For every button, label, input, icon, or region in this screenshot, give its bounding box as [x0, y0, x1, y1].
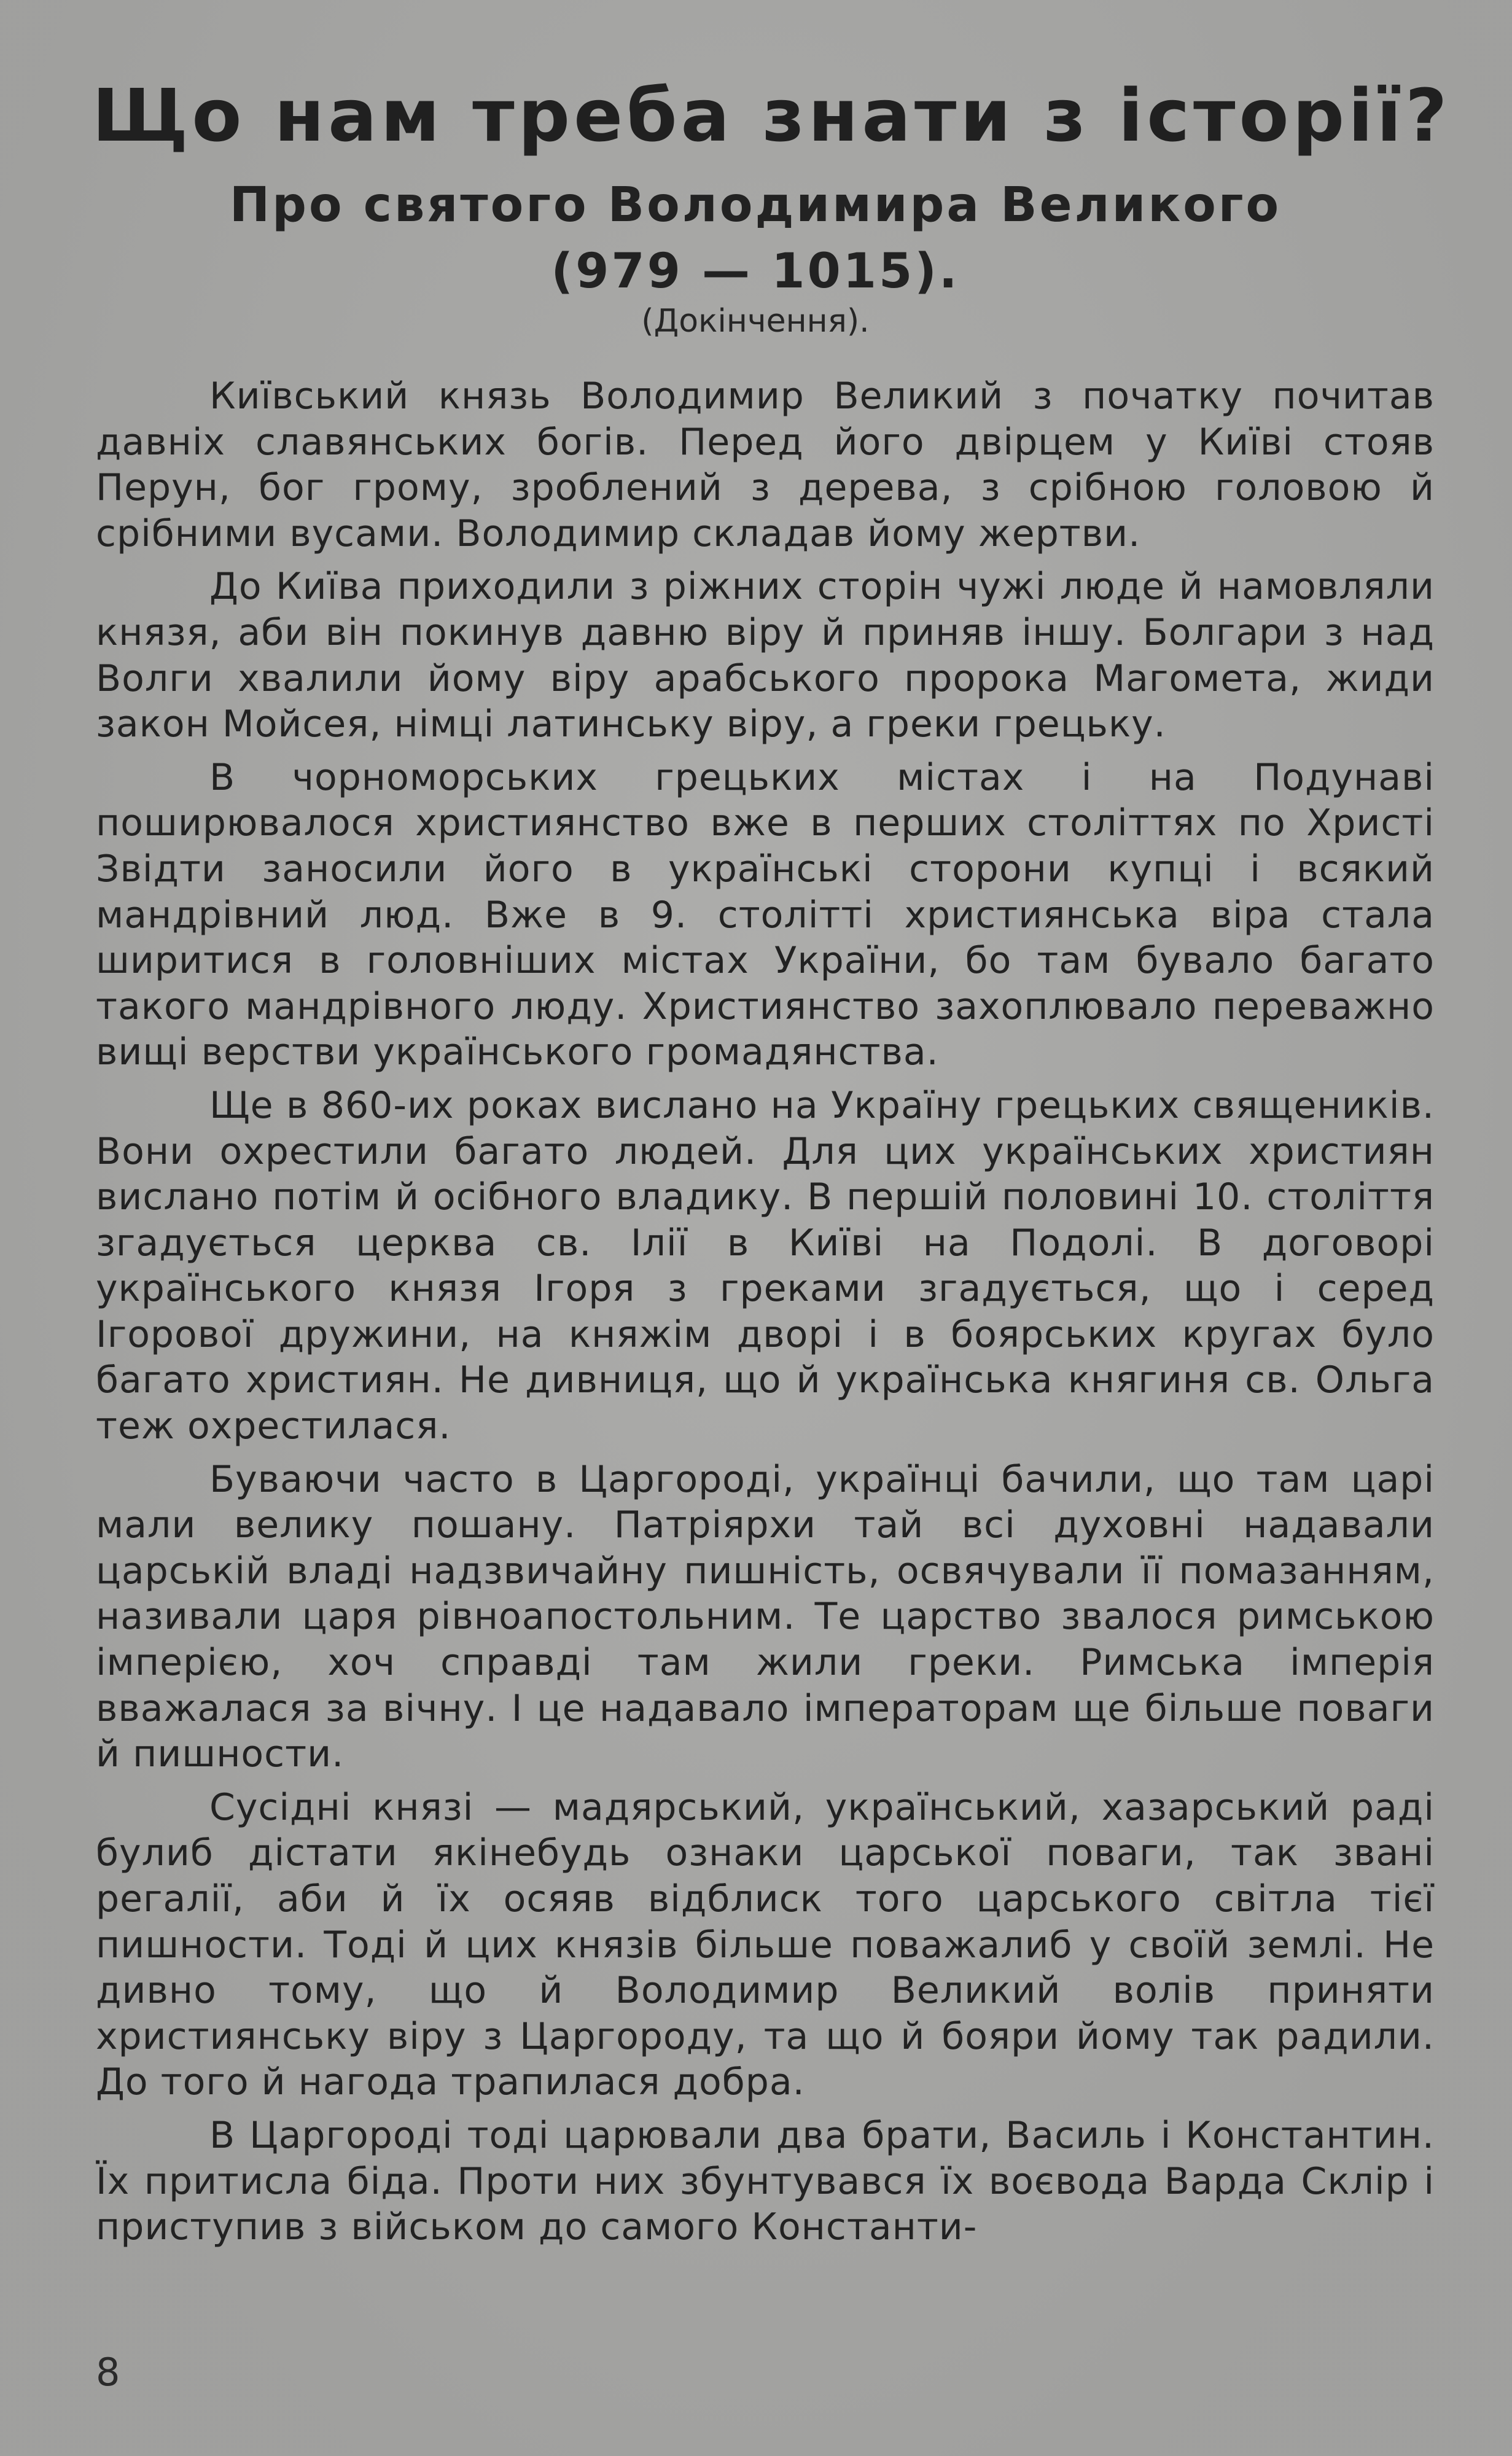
article-subtitle — [123, 172, 1388, 305]
paragraph: До Київа приходили з ріжних сторін чужі люде й намовляли князя, аби він покинув давню віру й приняв іншу. Болгари з над Волги хвалили йому віру арабського пророка Магомета, жиди закон Мойсея, німці латинську віру, а греки грецьку. — [96, 565, 1435, 746]
page-title: Що нам треба знати з історії? — [92, 73, 1451, 158]
paragraph: В Царгороді тоді царювали два брати, Василь і Константин. Їх притисла біда. Проти них збунтувався їх воєвода Варда Склір і приступив з військом до самого Константи- — [96, 2113, 1435, 2249]
paragraph: Київський князь Володимир Великий з початку почитав давніх славянських богів. Перед його двірцем у Київі стояв Перун, бог грому, зроблений з дерева, з срібною головою й срібними вусами. Володимир складав йому жертви. — [96, 375, 1435, 555]
paragraph: Ще в 860-их роках вислано на Україну грецьких священиків. Вони охрестили багато людей. Для цих українських християн вислано потім й осібного владику. В першій половині 10. століття згадується церква св. Ілії в Київі на Подолі. В договорі українського князя Ігоря з греками згадується, що і серед Ігорової дружини, на княжім дворі і в боярських кругах було багато християн. Не дивниця, що й українська княгиня св. Ольга теж охрестилася. — [96, 1083, 1435, 1448]
paragraph: В чорноморських грецьких містах і на Подунаві поширювалося християнство вже в перших століттях по Христі Звідти заносили його в українські сторони купці і всякий мандрівний люд. Вже в 9. столітті християнська віра стала ширитися в головніших містах України, бо там бувало багато такого мандрівного люду. Християнство захоплювало переважно вищі верстви українського громадянства. — [96, 755, 1435, 1074]
subtitle-dates: (979 — 1015). — [551, 244, 960, 299]
article-body — [96, 373, 1435, 2258]
page-number: 8 — [96, 2350, 120, 2395]
paragraph: Сусідні князі — мадярський, український, хазарський раді булиб дістати якінебудь ознаки царської поваги, так звані регалії, аби й їх осяяв відблиск того царського світла тієї пишности. Тоді й цих князів більше поважалиб у своїй землі. Не дивно тому, що й Володимир Великий волів приняти християнську віру з Царгороду, та що й бояри йому так радили. До того й нагода трапилася добра. — [96, 1785, 1435, 2104]
subtitle-line: Про святого Володимира Великого — [229, 177, 1282, 233]
continuation-note: (Докінчення). — [641, 303, 870, 340]
paragraph: Буваючи часто в Царгороді, українці бачили, що там царі мали велику пошану. Патріярхи тай всі духовні надавали царській владі надзвичайну пишність, освячували її помазанням, називали царя рівноапостольним. Те царство звалося римською імперією, хоч справді там жили греки. Римська імперія вважалася за вічну. І це надавало імператорам ще більше поваги й пишности. — [96, 1457, 1435, 1776]
